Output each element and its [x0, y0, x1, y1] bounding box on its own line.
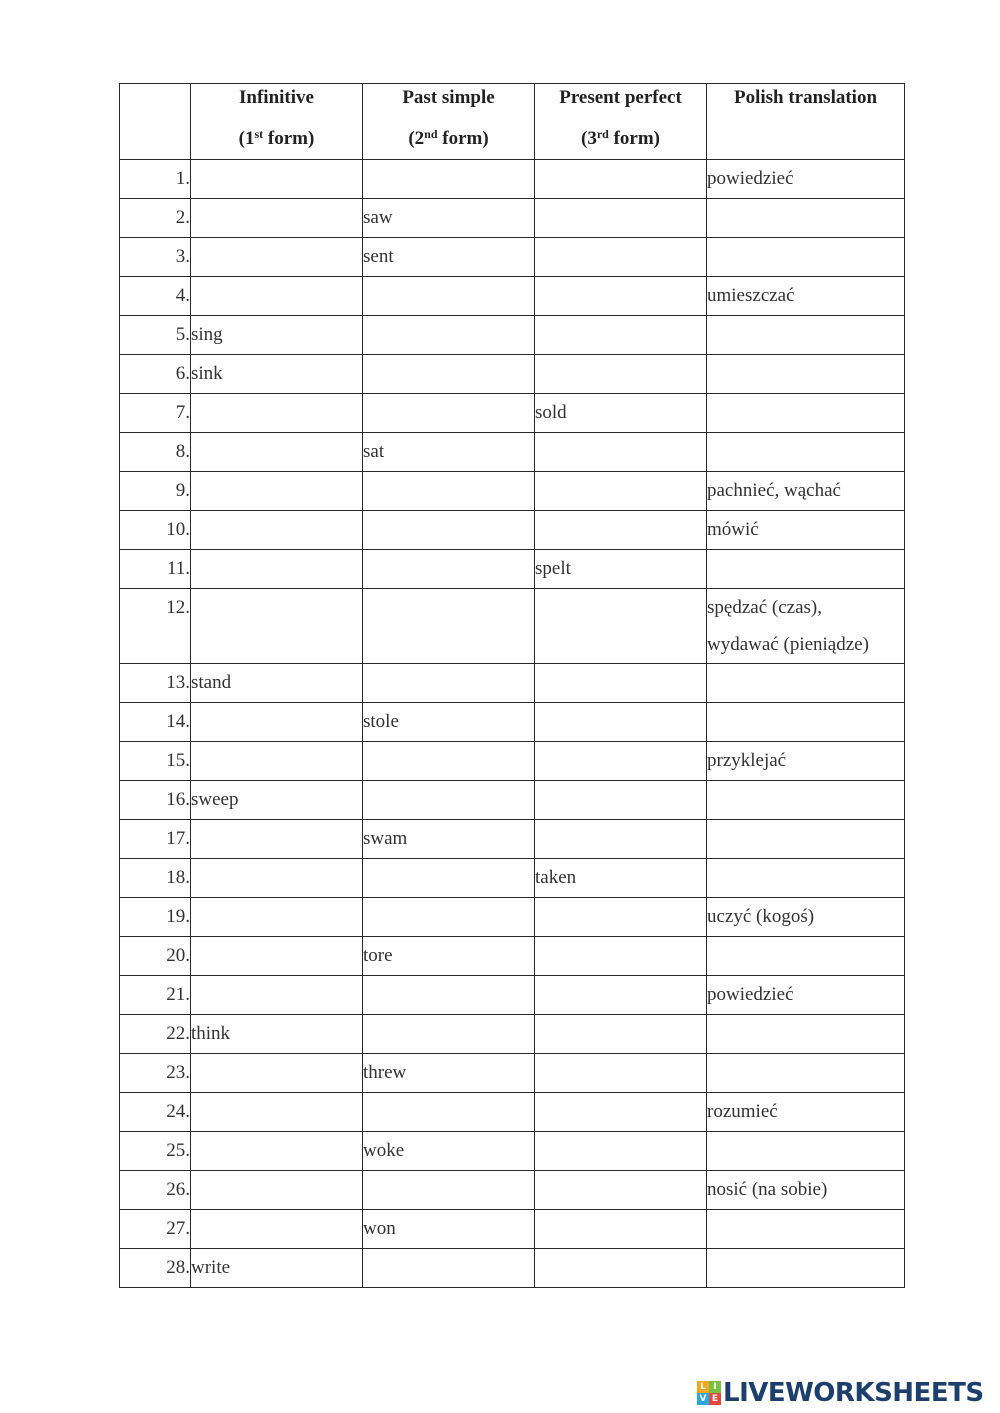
- header-polish-translation: [707, 84, 905, 160]
- polish-translation-cell[interactable]: [707, 199, 905, 238]
- polish-translation-cell: mówić: [707, 511, 905, 550]
- polish-translation-cell[interactable]: [707, 316, 905, 355]
- past-simple-cell[interactable]: [363, 781, 535, 820]
- row-number: 26.: [120, 1171, 191, 1210]
- row-number: 20.: [120, 937, 191, 976]
- present-perfect-cell[interactable]: [535, 781, 707, 820]
- table-row: [120, 664, 905, 703]
- table-row: [120, 742, 905, 781]
- polish-translation-cell: rozumieć: [707, 1093, 905, 1132]
- past-simple-cell[interactable]: [363, 277, 535, 316]
- present-perfect-cell[interactable]: [535, 238, 707, 277]
- polish-translation-cell[interactable]: [707, 820, 905, 859]
- past-simple-cell: threw: [363, 1054, 535, 1093]
- infinitive-cell: sing: [191, 316, 363, 355]
- past-simple-cell[interactable]: [363, 472, 535, 511]
- polish-translation-cell[interactable]: [707, 937, 905, 976]
- polish-translation-cell[interactable]: [707, 433, 905, 472]
- past-simple-cell[interactable]: [363, 160, 535, 199]
- table-row: [120, 781, 905, 820]
- table-row: [120, 1210, 905, 1249]
- row-number: 5.: [120, 316, 191, 355]
- present-perfect-cell[interactable]: [535, 1132, 707, 1171]
- past-simple-cell: sent: [363, 238, 535, 277]
- infinitive-cell[interactable]: [191, 703, 363, 742]
- row-number: 11.: [120, 550, 191, 589]
- header-present-perfect-title: Present perfect: [559, 87, 682, 108]
- past-simple-cell[interactable]: [363, 1171, 535, 1210]
- present-perfect-cell[interactable]: [535, 277, 707, 316]
- row-number: 28.: [120, 1249, 191, 1288]
- row-number: 10.: [120, 511, 191, 550]
- table-row: [120, 511, 905, 550]
- past-simple-cell: sat: [363, 433, 535, 472]
- past-simple-cell[interactable]: [363, 511, 535, 550]
- past-simple-cell: won: [363, 1210, 535, 1249]
- row-number: 2.: [120, 199, 191, 238]
- row-number: 3.: [120, 238, 191, 277]
- table-row: [120, 1093, 905, 1132]
- infinitive-cell[interactable]: [191, 976, 363, 1015]
- table-row: [120, 277, 905, 316]
- infinitive-cell[interactable]: [191, 394, 363, 433]
- header-polish-title: Polish translation: [733, 87, 878, 108]
- table-row: [120, 472, 905, 511]
- table-row: [120, 589, 905, 664]
- infinitive-cell: sink: [191, 355, 363, 394]
- polish-translation-cell: przyklejać: [707, 742, 905, 781]
- present-perfect-cell: taken: [535, 859, 707, 898]
- header-present-perfect-form: (3rd form): [581, 127, 660, 149]
- past-simple-cell[interactable]: [363, 550, 535, 589]
- table-row: [120, 199, 905, 238]
- polish-translation-cell[interactable]: [707, 238, 905, 277]
- past-simple-cell[interactable]: [363, 898, 535, 937]
- header-infinitive-title: Infinitive: [239, 87, 314, 108]
- infinitive-cell[interactable]: [191, 199, 363, 238]
- past-simple-cell[interactable]: [363, 589, 535, 664]
- present-perfect-cell[interactable]: [535, 199, 707, 238]
- past-simple-cell: woke: [363, 1132, 535, 1171]
- present-perfect-cell[interactable]: [535, 898, 707, 937]
- past-simple-cell[interactable]: [363, 355, 535, 394]
- infinitive-cell[interactable]: [191, 589, 363, 664]
- present-perfect-cell[interactable]: [535, 433, 707, 472]
- header-past-simple-title: Past simple: [402, 87, 495, 108]
- table-row: [120, 1249, 905, 1288]
- present-perfect-cell[interactable]: [535, 664, 707, 703]
- infinitive-cell[interactable]: [191, 238, 363, 277]
- polish-translation-cell: powiedzieć: [707, 976, 905, 1015]
- row-number: 9.: [120, 472, 191, 511]
- past-simple-cell: stole: [363, 703, 535, 742]
- polish-translation-cell[interactable]: [707, 1015, 905, 1054]
- table-row: [120, 238, 905, 277]
- row-number: 4.: [120, 277, 191, 316]
- past-simple-cell: tore: [363, 937, 535, 976]
- present-perfect-cell[interactable]: [535, 511, 707, 550]
- table-row: [120, 1171, 905, 1210]
- table-row: [120, 1015, 905, 1054]
- present-perfect-cell[interactable]: [535, 742, 707, 781]
- present-perfect-cell[interactable]: [535, 820, 707, 859]
- infinitive-cell[interactable]: [191, 1210, 363, 1249]
- row-number: 7.: [120, 394, 191, 433]
- present-perfect-cell[interactable]: [535, 1210, 707, 1249]
- infinitive-cell[interactable]: [191, 1132, 363, 1171]
- table-row: [120, 1132, 905, 1171]
- polish-translation-cell[interactable]: [707, 1249, 905, 1288]
- polish-translation-cell: umieszczać: [707, 277, 905, 316]
- table-row: [120, 550, 905, 589]
- polish-translation-cell: [707, 589, 905, 664]
- present-perfect-cell[interactable]: [535, 1093, 707, 1132]
- row-number: 18.: [120, 859, 191, 898]
- polish-translation-cell[interactable]: [707, 703, 905, 742]
- past-simple-cell[interactable]: [363, 859, 535, 898]
- infinitive-cell[interactable]: [191, 1171, 363, 1210]
- header-past-simple: [363, 84, 535, 160]
- liveworksheets-logo: [697, 1378, 984, 1408]
- table-row: [120, 898, 905, 937]
- table-row: [120, 316, 905, 355]
- polish-translation-cell[interactable]: [707, 1132, 905, 1171]
- polish-translation-cell: powiedzieć: [707, 160, 905, 199]
- table-body: [120, 160, 905, 1288]
- infinitive-cell[interactable]: [191, 820, 363, 859]
- row-number: 12.: [120, 589, 191, 664]
- table-row: [120, 355, 905, 394]
- row-number: 21.: [120, 976, 191, 1015]
- present-perfect-cell[interactable]: [535, 316, 707, 355]
- logo-text: LIVEWORKSHEETS: [723, 1378, 984, 1408]
- row-number: 6.: [120, 355, 191, 394]
- present-perfect-cell[interactable]: [535, 703, 707, 742]
- infinitive-cell[interactable]: [191, 472, 363, 511]
- table-row: [120, 976, 905, 1015]
- row-number: 1.: [120, 160, 191, 199]
- infinitive-cell[interactable]: [191, 277, 363, 316]
- polish-translation-cell: nosić (na sobie): [707, 1171, 905, 1210]
- past-simple-cell[interactable]: [363, 1249, 535, 1288]
- row-number: 24.: [120, 1093, 191, 1132]
- present-perfect-cell[interactable]: [535, 1171, 707, 1210]
- verb-forms-table: [119, 83, 905, 1288]
- polish-translation-cell[interactable]: [707, 1210, 905, 1249]
- row-number: 15.: [120, 742, 191, 781]
- header-infinitive-form: (1st form): [238, 127, 315, 149]
- present-perfect-cell: sold: [535, 394, 707, 433]
- row-number: 13.: [120, 664, 191, 703]
- table-row: [120, 820, 905, 859]
- infinitive-cell[interactable]: [191, 1093, 363, 1132]
- infinitive-cell[interactable]: [191, 160, 363, 199]
- present-perfect-cell[interactable]: [535, 1054, 707, 1093]
- polish-translation-cell[interactable]: [707, 550, 905, 589]
- header-infinitive: [191, 84, 363, 160]
- row-number: 23.: [120, 1054, 191, 1093]
- polish-translation-cell: pachnieć, wąchać: [707, 472, 905, 511]
- present-perfect-cell[interactable]: [535, 937, 707, 976]
- infinitive-cell[interactable]: [191, 550, 363, 589]
- row-number: 8.: [120, 433, 191, 472]
- table-row: [120, 1054, 905, 1093]
- past-simple-cell[interactable]: [363, 976, 535, 1015]
- past-simple-cell[interactable]: [363, 1015, 535, 1054]
- header-past-simple-form: (2nd form): [408, 127, 489, 149]
- infinitive-cell: write: [191, 1249, 363, 1288]
- polish-translation-cell[interactable]: [707, 1054, 905, 1093]
- polish-translation-cell[interactable]: [707, 394, 905, 433]
- row-number: 19.: [120, 898, 191, 937]
- present-perfect-cell[interactable]: [535, 976, 707, 1015]
- row-number: 17.: [120, 820, 191, 859]
- past-simple-cell[interactable]: [363, 394, 535, 433]
- infinitive-cell[interactable]: [191, 898, 363, 937]
- past-simple-cell: saw: [363, 199, 535, 238]
- table-row: [120, 433, 905, 472]
- polish-translation-cell[interactable]: [707, 664, 905, 703]
- past-simple-cell[interactable]: [363, 664, 535, 703]
- present-perfect-cell[interactable]: [535, 472, 707, 511]
- infinitive-cell: think: [191, 1015, 363, 1054]
- polish-translation-cell[interactable]: [707, 859, 905, 898]
- past-simple-cell[interactable]: [363, 742, 535, 781]
- infinitive-cell[interactable]: [191, 1054, 363, 1093]
- infinitive-cell[interactable]: [191, 511, 363, 550]
- polish-translation-cell[interactable]: [707, 355, 905, 394]
- table-row: [120, 937, 905, 976]
- infinitive-cell[interactable]: [191, 937, 363, 976]
- infinitive-cell: sweep: [191, 781, 363, 820]
- row-number: 25.: [120, 1132, 191, 1171]
- row-number: 27.: [120, 1210, 191, 1249]
- past-simple-cell[interactable]: [363, 1093, 535, 1132]
- polish-translation-cell[interactable]: [707, 781, 905, 820]
- present-perfect-cell[interactable]: [535, 160, 707, 199]
- table-row: [120, 703, 905, 742]
- present-perfect-cell[interactable]: [535, 1015, 707, 1054]
- table-row: [120, 160, 905, 199]
- table-header-row: [120, 84, 905, 160]
- polish-translation-cell: uczyć (kogoś): [707, 898, 905, 937]
- infinitive-cell[interactable]: [191, 742, 363, 781]
- header-number: [120, 84, 191, 160]
- present-perfect-cell[interactable]: [535, 1249, 707, 1288]
- past-simple-cell[interactable]: [363, 316, 535, 355]
- present-perfect-cell[interactable]: [535, 355, 707, 394]
- past-simple-cell: swam: [363, 820, 535, 859]
- infinitive-cell[interactable]: [191, 433, 363, 472]
- header-present-perfect: [535, 84, 707, 160]
- infinitive-cell: stand: [191, 664, 363, 703]
- infinitive-cell[interactable]: [191, 859, 363, 898]
- present-perfect-cell[interactable]: [535, 589, 707, 664]
- present-perfect-cell: spelt: [535, 550, 707, 589]
- row-number: 16.: [120, 781, 191, 820]
- table-row: [120, 859, 905, 898]
- table-row: [120, 394, 905, 433]
- row-number: 14.: [120, 703, 191, 742]
- polish-translation-line: wydawać (pieniądze): [707, 634, 869, 655]
- polish-translation-line: spędzać (czas),: [707, 597, 822, 618]
- row-number: 22.: [120, 1015, 191, 1054]
- liveworksheets-logo-icon: L I V E: [697, 1381, 721, 1405]
